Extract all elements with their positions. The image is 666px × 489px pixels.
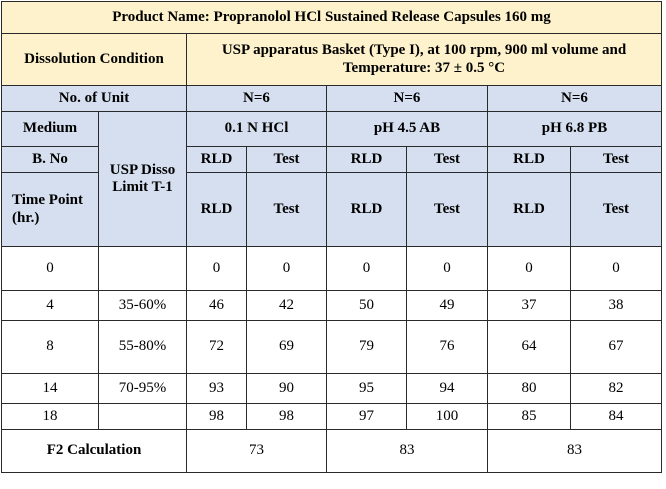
time-cell: 18 (2, 404, 99, 430)
medium-value: pH 4.5 AB (327, 112, 488, 147)
value-cell: 79 (327, 321, 407, 374)
value-cell: 0 (571, 247, 662, 291)
value-cell: 93 (187, 374, 247, 404)
value-cell: 37 (488, 291, 571, 321)
value-cell: 97 (327, 404, 407, 430)
value-cell: 50 (327, 291, 407, 321)
value-cell: 76 (407, 321, 488, 374)
col-header: Test (571, 147, 662, 173)
medium-label: Medium (2, 112, 99, 147)
value-cell: 69 (247, 321, 327, 374)
product-title: Product Name: Propranolol HCl Sustained Release Capsules 160 mg (2, 2, 662, 34)
col-header: RLD (187, 173, 247, 247)
time-cell: 8 (2, 321, 99, 374)
time-cell: 4 (2, 291, 99, 321)
medium-value: 0.1 N HCl (187, 112, 327, 147)
limit-cell: 70-95% (99, 374, 187, 404)
value-cell: 42 (247, 291, 327, 321)
value-cell: 0 (187, 247, 247, 291)
col-header: Test (407, 147, 488, 173)
col-header: Test (247, 147, 327, 173)
value-cell: 0 (327, 247, 407, 291)
col-header: RLD (488, 173, 571, 247)
dissolution-condition-label: Dissolution Condition (2, 34, 187, 86)
value-cell: 46 (187, 291, 247, 321)
usp-limit-label: USP Disso Limit T-1 (99, 112, 187, 247)
value-cell: 98 (187, 404, 247, 430)
value-cell: 0 (488, 247, 571, 291)
value-cell: 0 (247, 247, 327, 291)
time-point-label: Time Point (hr.) (2, 173, 99, 247)
table-row (2, 404, 662, 430)
value-cell: 84 (571, 404, 662, 430)
col-header: Test (571, 173, 662, 247)
units-value: N=6 (327, 86, 488, 112)
limit-cell: 35-60% (99, 291, 187, 321)
value-cell: 72 (187, 321, 247, 374)
col-header: Test (407, 173, 488, 247)
value-cell: 95 (327, 374, 407, 404)
f2-row (2, 430, 662, 473)
limit-cell (99, 247, 187, 291)
value-cell: 67 (571, 321, 662, 374)
time-cell: 0 (2, 247, 99, 291)
dissolution-table (1, 1, 662, 473)
value-cell: 85 (488, 404, 571, 430)
batch-no-label: B. No (2, 147, 99, 173)
limit-cell: 55-80% (99, 321, 187, 374)
units-label: No. of Unit (2, 86, 187, 112)
col-header: RLD (327, 173, 407, 247)
table-row (2, 321, 662, 374)
value-cell: 82 (571, 374, 662, 404)
f2-value: 83 (327, 430, 488, 473)
col-header: RLD (327, 147, 407, 173)
value-cell: 90 (247, 374, 327, 404)
value-cell: 94 (407, 374, 488, 404)
f2-value: 73 (187, 430, 327, 473)
value-cell: 64 (488, 321, 571, 374)
value-cell: 38 (571, 291, 662, 321)
col-header: RLD (488, 147, 571, 173)
col-header: RLD (187, 147, 247, 173)
table-row (2, 374, 662, 404)
value-cell: 100 (407, 404, 488, 430)
f2-value: 83 (488, 430, 662, 473)
value-cell: 80 (488, 374, 571, 404)
dissolution-condition-value: USP apparatus Basket (Type I), at 100 rpm, 900 ml volume and Temperature: 37 ± 0.5 °C (187, 34, 662, 86)
value-cell: 0 (407, 247, 488, 291)
table-row (2, 247, 662, 291)
units-value: N=6 (488, 86, 662, 112)
f2-label: F2 Calculation (2, 430, 187, 473)
col-header: Test (247, 173, 327, 247)
limit-cell (99, 404, 187, 430)
value-cell: 98 (247, 404, 327, 430)
time-cell: 14 (2, 374, 99, 404)
medium-value: pH 6.8 PB (488, 112, 662, 147)
units-value: N=6 (187, 86, 327, 112)
value-cell: 49 (407, 291, 488, 321)
table-row (2, 291, 662, 321)
